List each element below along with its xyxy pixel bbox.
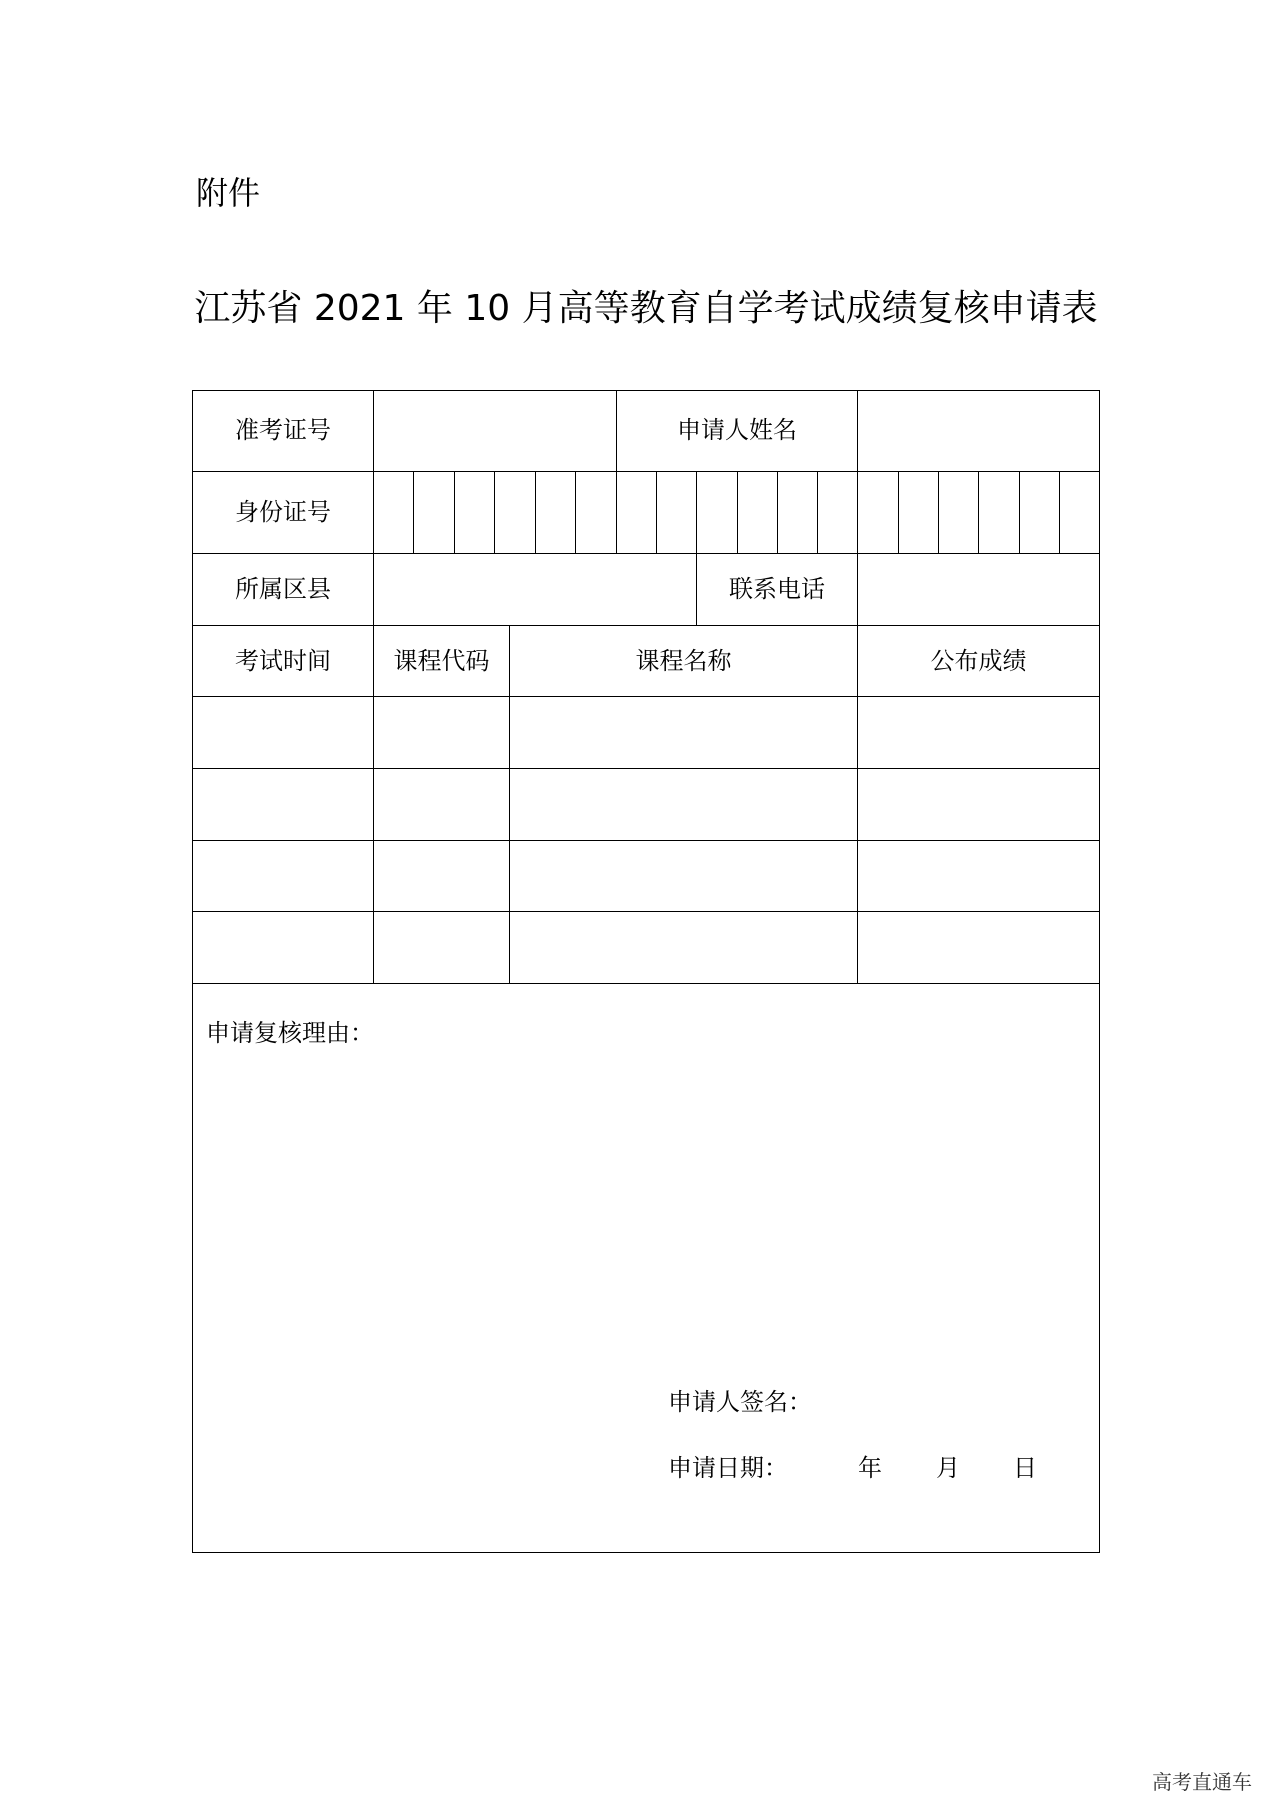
id-no-field[interactable] bbox=[374, 472, 1099, 553]
page-title: 江苏省 2021 年 10 月高等教育自学考试成绩复核申请表 bbox=[194, 288, 1098, 329]
applicant-name-field[interactable] bbox=[858, 391, 1099, 471]
course-code-header: 课程代码 bbox=[393, 647, 490, 675]
date-day: 日 bbox=[1013, 1454, 1037, 1482]
attachment-label: 附件 bbox=[196, 174, 261, 212]
date-label: 申请日期： bbox=[668, 1454, 788, 1482]
phone-label: 联系电话 bbox=[729, 575, 825, 603]
admission-no-field[interactable] bbox=[374, 391, 616, 471]
date-year: 年 bbox=[858, 1454, 882, 1482]
course-name-header: 课程名称 bbox=[635, 647, 732, 675]
phone-field[interactable] bbox=[858, 554, 1099, 625]
district-field[interactable] bbox=[374, 554, 696, 625]
exam-time-header: 考试时间 bbox=[235, 647, 331, 675]
date-month: 月 bbox=[936, 1454, 960, 1482]
review-reason-label: 申请复核理由： bbox=[206, 1019, 374, 1047]
admission-no-label: 准考证号 bbox=[235, 416, 331, 444]
course-table-body[interactable] bbox=[193, 697, 1099, 983]
applicant-name-label: 申请人姓名 bbox=[677, 416, 797, 444]
id-no-label: 身份证号 bbox=[235, 498, 331, 526]
review-reason-field[interactable] bbox=[206, 1055, 1086, 1375]
published-score-header: 公布成绩 bbox=[930, 647, 1027, 675]
district-label: 所属区县 bbox=[235, 575, 331, 603]
signature-label: 申请人签名： bbox=[668, 1388, 812, 1416]
watermark-text: 高考直通车 bbox=[1152, 1770, 1252, 1794]
